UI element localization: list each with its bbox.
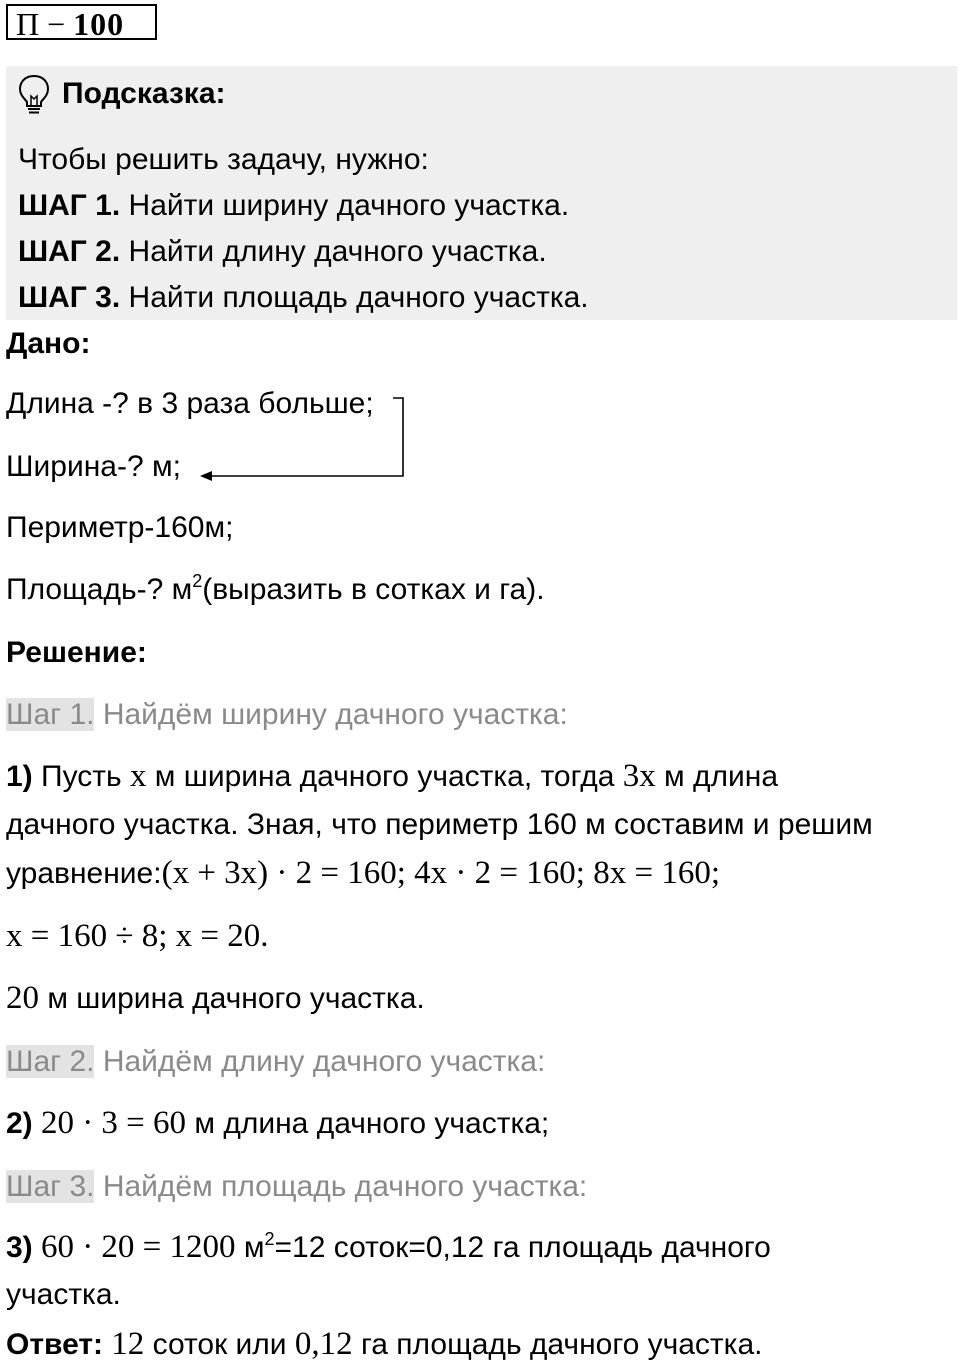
lightbulb-icon xyxy=(18,74,50,116)
step-2-heading: Шаг 2. Найдём длину дачного участка: xyxy=(6,1045,546,1078)
task-number: 100 xyxy=(73,6,125,42)
solution-line-8: участка. xyxy=(6,1278,121,1311)
task-prefix: П − xyxy=(16,6,66,42)
solution-line-1: 1) Пусть x м ширина дачного участка, тогда 3x м длина xyxy=(6,758,779,794)
solution-line-2: дачного участка. Зная, что периметр 160 м составим и решим xyxy=(6,808,873,841)
solution-line-5: 20 м ширина дачного участка. xyxy=(6,980,425,1016)
given-perimeter: Периметр-160м; xyxy=(6,511,234,544)
solution-line-4: x = 160 ÷ 8; x = 20. xyxy=(6,918,269,954)
solution-line-7: 3) 60 · 20 = 1200 $м^2=12$ соток=0,12 га площадь дачного xyxy=(6,1229,771,1265)
given-width: Ширина-? м; xyxy=(6,450,181,483)
hint-step-3: ШАГ 3. Найти площадь дачного участка. xyxy=(18,281,589,314)
hint-step-1: ШАГ 1. Найти ширину дачного участка. xyxy=(18,189,570,222)
solution-title: Решение: xyxy=(6,636,147,669)
solution-line-3: уравнение:(x + 3x) · 2 = 160; 4x · 2 = 160; 8x = 160; xyxy=(6,855,720,891)
solution-line-6: 2) 20 · 3 = 60 м длина дачного участка; xyxy=(6,1105,550,1141)
answer-line: Ответ: 12 соток или 0,12 га площадь дачного участка. xyxy=(6,1326,763,1362)
hint-step-2: ШАГ 2. Найти длину дачного участка. xyxy=(18,235,547,268)
hint-intro: Чтобы решить задачу, нужно: xyxy=(18,143,429,176)
step-1-heading: Шаг 1. Найдём ширину дачного участка: xyxy=(6,698,568,731)
hint-title: Подсказка: xyxy=(62,77,226,110)
given-title: Дано: xyxy=(6,327,91,360)
task-number-box xyxy=(6,4,157,40)
relation-arrow xyxy=(190,392,410,492)
step-3-heading: Шаг 3. Найдём площадь дачного участка: xyxy=(6,1170,588,1203)
given-area: Площадь-? $м^2(выразить$ в сотках и га). xyxy=(6,571,545,606)
given-length: Длина -? в 3 раза больше; xyxy=(6,387,374,420)
